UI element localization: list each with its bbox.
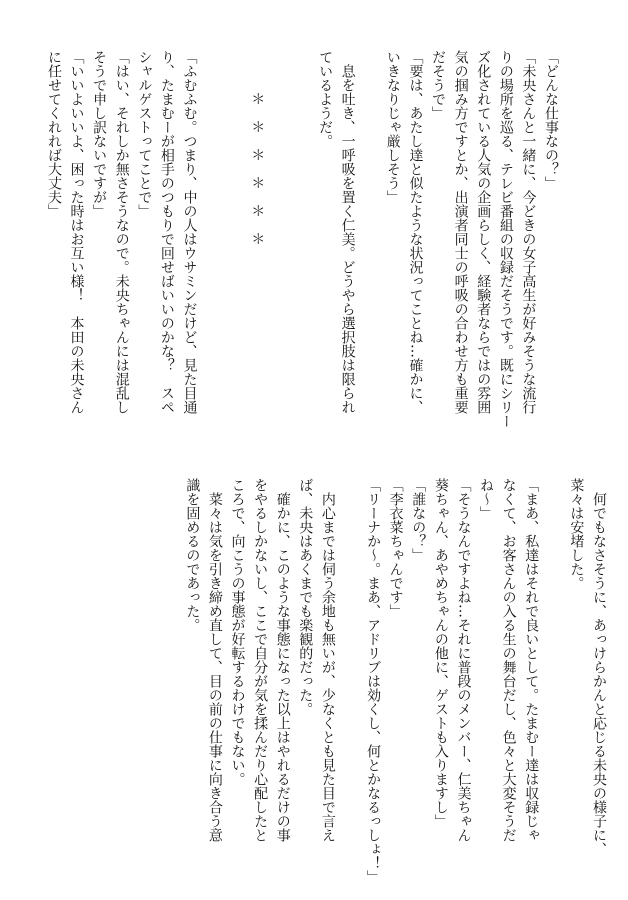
top-line bbox=[268, 50, 291, 442]
bottom-line: 「李衣菜ちゃんです」 bbox=[387, 478, 404, 618]
top-line: りの場所を巡る、テレビ番組の収録だそうです。既にシリー bbox=[497, 50, 514, 428]
bottom-line: 葵ちゃん、あやめちゃんの他に、ゲストも入りますし」 bbox=[432, 478, 449, 828]
bottom-line: 「誰なの？」 bbox=[410, 478, 427, 562]
top-line: 息を吐き、一呼吸を置く仁美。どうやら選択肢は限られ bbox=[339, 50, 356, 414]
top-line: り、たまむーが相手のつもりで回せばいいのかな？ スペ bbox=[158, 50, 175, 414]
top-line: だそうで」 bbox=[430, 50, 447, 120]
top-line: 「いいよいいよ、困った時はお互い様！ 本田の未央さん bbox=[68, 50, 85, 414]
bottom-line: なくて、お客さんの入る生の舞台だし、色々と大変そうだ bbox=[500, 478, 517, 842]
top-line: そうで申し訳ないですが」 bbox=[91, 50, 108, 218]
top-line: 気の掴み方ですとか、出演者同士の呼吸の合わせ方も重要 bbox=[452, 50, 469, 414]
bottom-line: ば、未央はあくまでも楽観的だった。 bbox=[297, 478, 314, 716]
top-line bbox=[201, 50, 224, 442]
bottom-line: 確かに、このような事態になった以上はやれるだけの事 bbox=[274, 478, 291, 842]
top-line: に任せてくれれば大丈夫」 bbox=[45, 50, 62, 218]
bottom-line bbox=[542, 478, 565, 870]
top-line: いきなりじゃ厳しそう」 bbox=[384, 50, 401, 204]
top-line: ズ化されている人気の企画らしく、経験者ならではの雰囲 bbox=[475, 50, 492, 414]
top-line: ているようだ。 bbox=[317, 50, 334, 148]
top-line bbox=[223, 50, 246, 442]
bottom-line: 菜々は気を引き締め直して、目の前の仕事に向き合う意 bbox=[206, 478, 223, 842]
bottom-line: 菜々は安堵した。 bbox=[568, 478, 585, 590]
bottom-line: 何でもなさそうに、あっけらかんと応じる未央の様子に、 bbox=[591, 478, 607, 856]
text-block-top bbox=[45, 50, 562, 442]
bottom-line: 「リーナか～。まあ、アドリブは効くし、何とかなるっしょ！」 bbox=[365, 478, 382, 884]
bottom-line: をやるしかないし、ここで自分が気を揉んだり心配したと bbox=[252, 478, 269, 842]
bottom-line: ころで、向こうの事態が好転するわけでもない。 bbox=[229, 478, 246, 786]
top-line bbox=[291, 50, 314, 442]
top-line: 「はい、それしか無さそうなので。未央ちゃんには混乱し bbox=[113, 50, 130, 414]
bottom-line: 識を固めるのであった。 bbox=[184, 478, 201, 632]
top-line bbox=[359, 50, 382, 442]
top-line: 「どんな仕事なの？」 bbox=[543, 50, 559, 190]
top-line: シャルゲストってことで」 bbox=[136, 50, 153, 218]
top-line: 「要は、あたし達と似たような状況ってことね…確かに、 bbox=[407, 50, 424, 414]
text-block-bottom bbox=[140, 478, 610, 884]
bottom-line: ね～」 bbox=[478, 478, 495, 520]
top-line: ＊ ＊ ＊ ＊ ＊ ＊ bbox=[249, 50, 266, 246]
top-line: 「ふむふむ。つまり、中の人はウサミンだけど、見た目通 bbox=[181, 50, 198, 414]
bottom-line bbox=[339, 478, 362, 870]
bottom-line: 「まあ、私達はそれで良いとして。たまむー達は収録じゃ bbox=[523, 478, 540, 842]
bottom-line: 内心までは伺う余地も無いが、少なくとも見た目で言え bbox=[319, 478, 336, 842]
top-line: 「未央さんと一緒に、今どきの女子高生が好みそうな流行 bbox=[520, 50, 537, 414]
bottom-line: 「そうなんですよね…それに普段のメンバー、仁美ちゃん bbox=[455, 478, 472, 842]
